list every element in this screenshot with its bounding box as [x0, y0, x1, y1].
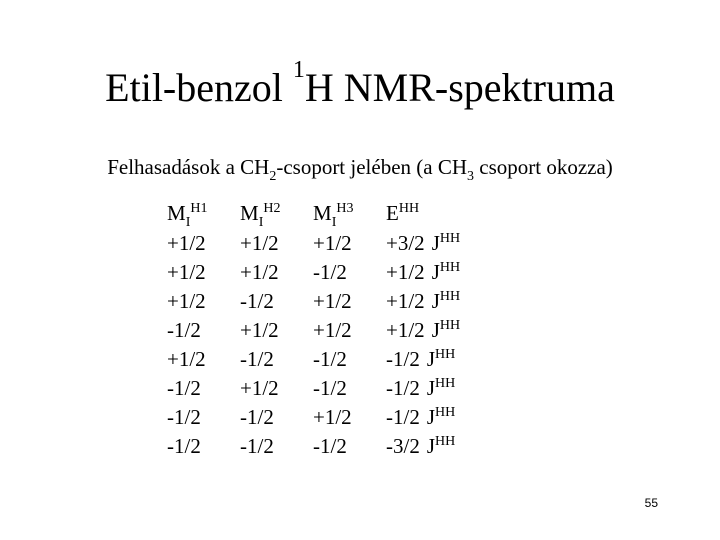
- energy-cell: +3/2 $J^{HH}$: [386, 231, 461, 255]
- table-cell: -1/2: [167, 376, 201, 400]
- table-cell: -1/2: [313, 260, 347, 284]
- table-cell: -1/2: [240, 289, 274, 313]
- column-header: $M_I^{H1}$: [167, 201, 208, 230]
- table-cell: -1/2: [313, 376, 347, 400]
- title-prefix: Etil-benzol: [105, 65, 293, 110]
- table-cell: -1/2: [240, 434, 274, 458]
- slide-subtitle: [0, 154, 720, 184]
- table-cell: -1/2: [167, 405, 201, 429]
- subtitle-part2: -csoport jelében (a CH: [276, 155, 468, 179]
- table-cell: +1/2: [313, 289, 352, 313]
- table-cell: +1/2: [313, 231, 352, 255]
- energy-cell: -1/2 $J^{HH}$: [386, 376, 456, 400]
- title-suffix: H NMR-spektruma: [304, 65, 615, 110]
- table-cell: +1/2: [313, 405, 352, 429]
- column-mi-h2: [240, 197, 280, 461]
- title-superscript: 1: [292, 57, 305, 83]
- table-cell: -1/2: [313, 347, 347, 371]
- subtitle-sub1: 2: [269, 169, 277, 184]
- energy-cell: +1/2 $J^{HH}$: [386, 318, 461, 342]
- table-cell: +1/2: [240, 231, 279, 255]
- table-cell: +1/2: [240, 376, 279, 400]
- energy-cell: +1/2 $J^{HH}$: [386, 260, 461, 284]
- table-cell: +1/2: [167, 231, 206, 255]
- table-cell: -1/2: [313, 434, 347, 458]
- spin-state-table: [0, 197, 720, 467]
- table-cell: +1/2: [240, 318, 279, 342]
- table-cell: -1/2: [167, 434, 201, 458]
- table-cell: -1/2: [240, 405, 274, 429]
- table-cell: +1/2: [167, 289, 206, 313]
- subtitle-sub2: 3: [467, 169, 475, 184]
- table-cell: -1/2: [167, 318, 201, 342]
- slide-title: [0, 57, 720, 112]
- page-number: 55: [644, 496, 658, 510]
- column-header: $M_I^{H2}$: [240, 201, 281, 230]
- table-cell: +1/2: [167, 260, 206, 284]
- energy-cell: -1/2 $J^{HH}$: [386, 347, 456, 371]
- column-e-hh: [386, 197, 460, 461]
- energy-cell: +1/2 $J^{HH}$: [386, 289, 461, 313]
- subtitle-part1: Felhasadások a CH: [107, 155, 270, 179]
- column-mi-h3: [313, 197, 353, 461]
- energy-cell: -1/2 $J^{HH}$: [386, 405, 456, 429]
- subtitle-part3: csoport okozza): [474, 155, 613, 179]
- table-cell: +1/2: [240, 260, 279, 284]
- table-cell: +1/2: [313, 318, 352, 342]
- column-mi-h1: [167, 197, 207, 461]
- column-header: $E^{HH}$: [386, 201, 420, 225]
- table-cell: +1/2: [167, 347, 206, 371]
- table-cell: -1/2: [240, 347, 274, 371]
- column-header: $M_I^{H3}$: [313, 201, 354, 230]
- energy-cell: -3/2 $J^{HH}$: [386, 434, 456, 458]
